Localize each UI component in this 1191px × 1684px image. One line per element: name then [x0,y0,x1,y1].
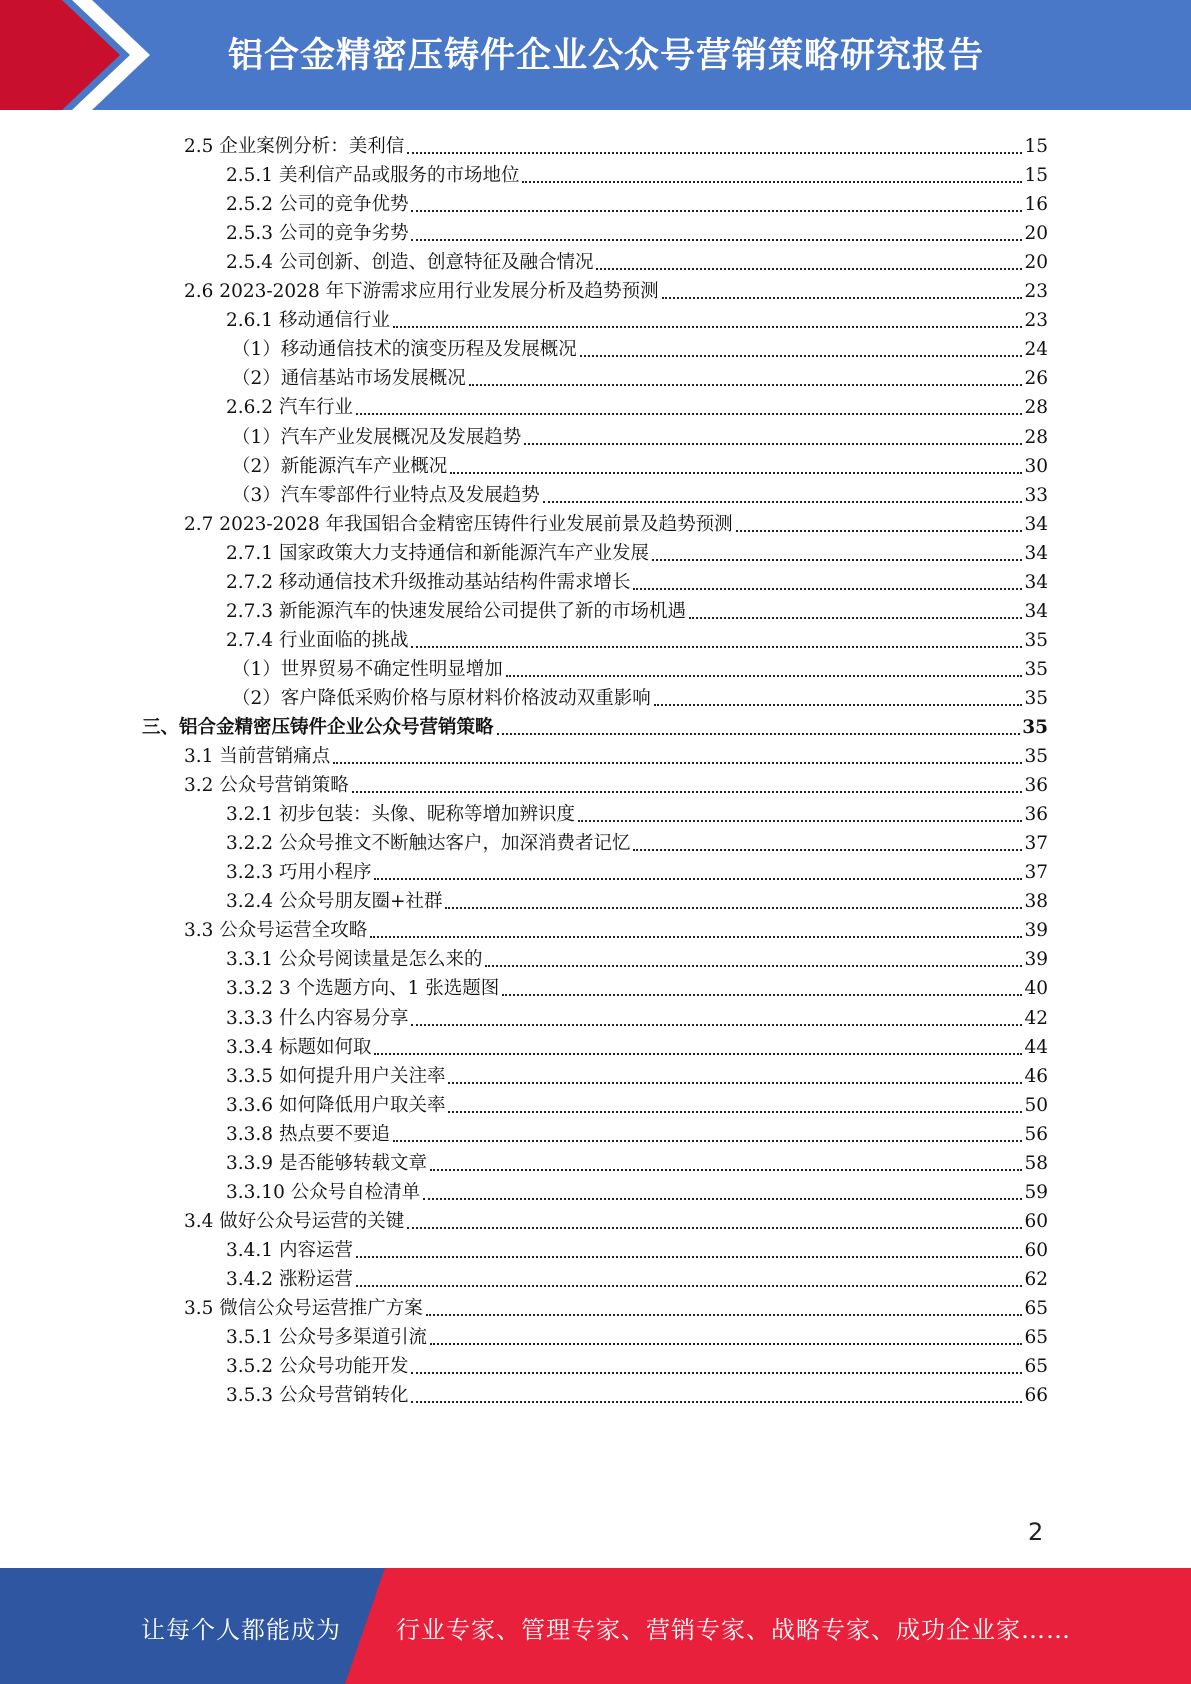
toc-entry-label: 3.4 做好公众号运营的关键 [184,1210,405,1232]
toc-entry-label: 3.2.4 公众号朋友圈+社群 [226,891,443,913]
toc-entry[interactable] [232,651,1048,682]
toc-entry[interactable] [226,883,1048,914]
toc-dot-leader [352,790,1023,793]
toc-entry-page: 39 [1024,949,1048,971]
toc-entry-label: 2.6.2 汽车行业 [226,397,353,419]
toc-entry-page: 23 [1024,310,1048,332]
toc-entry-page: 34 [1024,542,1048,564]
toc-entry[interactable] [226,1319,1048,1350]
toc-dot-leader [426,1313,1023,1316]
toc-dot-leader [736,529,1023,532]
toc-entry-page: 15 [1024,136,1048,157]
toc-entry-label: 3.5.1 公众号多渠道引流 [226,1327,427,1349]
toc-entry-page: 28 [1024,426,1048,448]
toc-entry-label: 三、铝合金精密压铸件企业公众号营销策略 [142,717,494,738]
toc-dot-leader [356,1255,1023,1258]
toc-entry[interactable] [226,1000,1048,1031]
toc-dot-leader [411,1400,1022,1403]
toc-dot-leader [411,645,1022,648]
toc-entry[interactable] [232,477,1048,508]
toc-entry[interactable] [226,389,1048,420]
toc-entry[interactable] [226,796,1048,827]
toc-entry-page: 36 [1024,804,1048,826]
toc-entry-page: 37 [1024,862,1048,884]
toc-dot-leader [485,964,1022,967]
toc-entry[interactable] [184,1203,1048,1234]
toc-entry-label: 3.3.8 热点要不要追 [226,1123,390,1145]
toc-entry[interactable] [232,331,1048,362]
toc-dot-leader [522,180,1022,183]
toc-dot-leader [333,761,1022,764]
toc-entry[interactable] [226,186,1048,217]
toc-entry[interactable] [184,273,1048,304]
toc-entry[interactable] [232,680,1048,711]
toc-entry-page: 65 [1024,1298,1048,1319]
toc-dot-leader [652,558,1022,561]
toc-entry-label: 2.7.4 行业面临的挑战 [226,629,409,651]
toc-entry[interactable] [226,1377,1048,1408]
toc-entry-page: 34 [1024,513,1048,535]
toc-entry-page: 39 [1024,920,1048,942]
toc-dot-leader [654,703,1023,706]
toc-entry[interactable] [226,854,1048,885]
toc-dot-leader [411,1371,1022,1374]
toc-entry-label: （3）汽车零部件行业特点及发展趋势 [232,484,540,506]
toc-entry-label: 2.7 2023-2028 年我国铝合金精密压铸件行业发展前景及趋势预测 [184,513,733,535]
toc-entry[interactable] [226,1174,1048,1205]
toc-entry-page: 50 [1024,1094,1048,1116]
toc-entry-label: 3.5.3 公众号营销转化 [226,1385,409,1407]
toc-entry[interactable] [232,360,1048,391]
toc-entry-page: 40 [1024,978,1048,1000]
toc-dot-leader [407,1226,1022,1229]
toc-entry[interactable] [184,506,1048,537]
toc-entry[interactable] [226,564,1048,595]
toc-dot-leader [370,935,1022,938]
toc-dot-leader [374,1052,1022,1055]
footer-banner [0,1568,1191,1684]
toc-entry-label: 3.3.1 公众号阅读量是怎么来的 [226,949,483,971]
toc-entry-label: 3.2.3 巧用小程序 [226,862,372,884]
header-arrow-icon [0,0,160,110]
toc-entry-page: 38 [1024,891,1048,913]
toc-entry-page: 46 [1024,1065,1048,1087]
toc-dot-leader [524,442,1022,445]
page-number: 2 [1028,1518,1044,1546]
toc-dot-leader [393,325,1022,328]
toc-entry-page: 30 [1024,455,1048,477]
toc-entry[interactable] [226,1029,1048,1060]
report-title: 铝合金精密压铸件企业公众号营销策略研究报告 [228,36,985,76]
toc-dot-leader [407,151,1022,154]
toc-dot-leader [580,354,1023,357]
toc-entry-label: 3.4.2 涨粉运营 [226,1268,353,1290]
toc-dot-leader [662,296,1023,299]
toc-dot-leader [411,1023,1022,1026]
toc-entry[interactable] [226,1261,1048,1292]
toc-entry-page: 23 [1024,281,1048,303]
toc-entry-page: 15 [1024,165,1048,187]
toc-entry-page: 65 [1024,1327,1048,1349]
toc-entry[interactable] [226,157,1048,188]
toc-entry-page: 35 [1024,746,1048,768]
toc-entry-label: 3.3.2 3 个选题方向、1 张选题图 [226,978,500,1000]
toc-dot-leader [448,1110,1022,1113]
toc-entry-page: 20 [1024,252,1048,274]
report-header [0,0,1191,110]
toc-entry-label: 2.5 企业案例分析：美利信 [184,136,405,157]
toc-entry-label: 3.3.4 标题如何取 [226,1036,372,1058]
toc-entry-label: 2.7.3 新能源汽车的快速发展给公司提供了新的市场机遇 [226,600,686,622]
toc-entry-label: 2.5.3 公司的竞争劣势 [226,223,409,245]
toc-entry-label: （1）汽车产业发展概况及发展趋势 [232,426,522,448]
toc-entry[interactable] [226,941,1048,972]
toc-entry[interactable] [226,593,1048,624]
toc-entry-page: 59 [1024,1181,1048,1203]
toc-entry-page: 66 [1024,1385,1048,1407]
toc-dot-leader [502,993,1022,996]
toc-entry-label: 2.6 2023-2028 年下游需求应用行业发展分析及趋势预测 [184,281,659,303]
toc-entry-label: 3.2.1 初步包装：头像、昵称等增加辨识度 [226,804,575,826]
toc-dot-leader [633,848,1022,851]
toc-dot-leader [497,732,1021,735]
toc-entry-page: 28 [1024,397,1048,419]
toc-entry-page: 20 [1024,223,1048,245]
toc-dot-leader [450,471,1022,474]
footer-slogan-right: 行业专家、管理专家、营销专家、战略专家、成功企业家…… [396,1616,1071,1644]
toc-entry[interactable] [184,912,1048,943]
toc-dot-leader [356,412,1023,415]
toc-entry[interactable] [226,215,1048,246]
toc-entry-label: 3.3.5 如何提升用户关注率 [226,1065,446,1087]
toc-entry-page: 35 [1024,658,1048,680]
toc-dot-leader [430,1168,1022,1171]
toc-dot-leader [543,500,1023,503]
toc-entry-page: 60 [1024,1239,1048,1261]
toc-dot-leader [596,267,1022,270]
toc-dot-leader [689,616,1022,619]
toc-entry[interactable] [184,1290,1048,1321]
toc-dot-leader [430,1342,1022,1345]
toc-entry[interactable] [232,419,1048,450]
toc-entry[interactable] [232,448,1048,479]
toc-entry-page: 35 [1024,687,1048,709]
toc-entry[interactable] [226,244,1048,275]
toc-entry[interactable] [226,302,1048,333]
toc-dot-leader [356,1284,1023,1287]
toc-entry-label: 2.7.1 国家政策大力支持通信和新能源汽车产业发展 [226,542,649,564]
toc-entry-label: 3.4.1 内容运营 [226,1239,353,1261]
toc-dot-leader [411,238,1022,241]
toc-dot-leader [633,587,1022,590]
toc-entry-label: （2）通信基站市场发展概况 [232,368,466,390]
toc-entry-label: 2.5.1 美利信产品或服务的市场地位 [226,165,520,187]
toc-entry[interactable] [226,1232,1048,1263]
toc-entry[interactable] [142,709,1048,740]
toc-entry-page: 65 [1024,1356,1048,1378]
toc-entry[interactable] [226,622,1048,653]
toc-entry-page: 37 [1024,833,1048,855]
toc-entry-label: （1）移动通信技术的演变历程及发展概况 [232,339,577,361]
toc-dot-leader [445,906,1022,909]
toc-entry-label: 3.3.10 公众号自检清单 [226,1181,421,1203]
toc-entry[interactable] [226,1058,1048,1089]
toc-entry-label: 3.5.2 公众号功能开发 [226,1356,409,1378]
toc-entry-page: 44 [1024,1036,1048,1058]
toc-entry-page: 24 [1024,339,1048,361]
toc-entry[interactable] [184,738,1048,769]
toc-entry-page: 35 [1024,629,1048,651]
toc-entry[interactable] [226,1087,1048,1118]
toc-dot-leader [393,1139,1022,1142]
toc-entry-page: 60 [1024,1210,1048,1232]
toc-entry-label: 3.2 公众号营销策略 [184,775,349,797]
toc-entry[interactable] [184,767,1048,798]
toc-entry-page: 42 [1024,1007,1048,1029]
toc-dot-leader [423,1197,1022,1200]
toc-entry-label: （2）新能源汽车产业概况 [232,455,448,477]
toc-entry[interactable] [184,128,1048,159]
toc-entry-page: 33 [1024,484,1048,506]
toc-entry[interactable] [226,1145,1048,1176]
toc-entry[interactable] [226,970,1048,1001]
toc-entry-page: 35 [1022,717,1048,738]
toc-entry-label: 2.5.2 公司的竞争优势 [226,194,409,216]
toc-entry-label: 2.6.1 移动通信行业 [226,310,390,332]
toc-entry-label: 3.3 公众号运营全攻略 [184,920,368,942]
toc-entry[interactable] [226,825,1048,856]
toc-entry-label: 3.2.2 公众号推文不断触达客户，加深消费者记忆 [226,833,631,855]
toc-entry-label: 3.5 微信公众号运营推广方案 [184,1298,423,1319]
toc-dot-leader [374,877,1022,880]
toc-entry-page: 34 [1024,600,1048,622]
toc-entry[interactable] [226,1348,1048,1379]
toc-entry-page: 26 [1024,368,1048,390]
toc-entry-page: 16 [1024,194,1048,216]
toc-dot-leader [506,674,1023,677]
toc-dot-leader [469,383,1023,386]
toc-entry-label: （2）客户降低采购价格与原材料价格波动双重影响 [232,687,651,709]
toc-entry-label: 2.7.2 移动通信技术升级推动基站结构件需求增长 [226,571,631,593]
toc-dot-leader [448,1081,1022,1084]
toc-entry-label: 3.3.9 是否能够转载文章 [226,1152,427,1174]
toc-entry-label: 3.3.3 什么内容易分享 [226,1007,409,1029]
toc-entry-page: 34 [1024,571,1048,593]
toc-entry-label: 2.5.4 公司创新、创造、创意特征及融合情况 [226,252,594,274]
toc-entry-page: 58 [1024,1152,1048,1174]
toc-entry-page: 36 [1024,775,1048,797]
toc-entry-label: （1）世界贸易不确定性明显增加 [232,658,503,680]
toc-entry-label: 3.1 当前营销痛点 [184,746,331,768]
toc-dot-leader [411,209,1022,212]
footer-slogan-left: 让每个人都能成为 [141,1616,341,1644]
toc-dot-leader [578,819,1022,822]
toc-entry-page: 56 [1024,1123,1048,1145]
toc-entry[interactable] [226,535,1048,566]
toc-entry[interactable] [226,1116,1048,1147]
toc-entry-page: 62 [1024,1268,1048,1290]
toc-entry-label: 3.3.6 如何降低用户取关率 [226,1094,446,1116]
